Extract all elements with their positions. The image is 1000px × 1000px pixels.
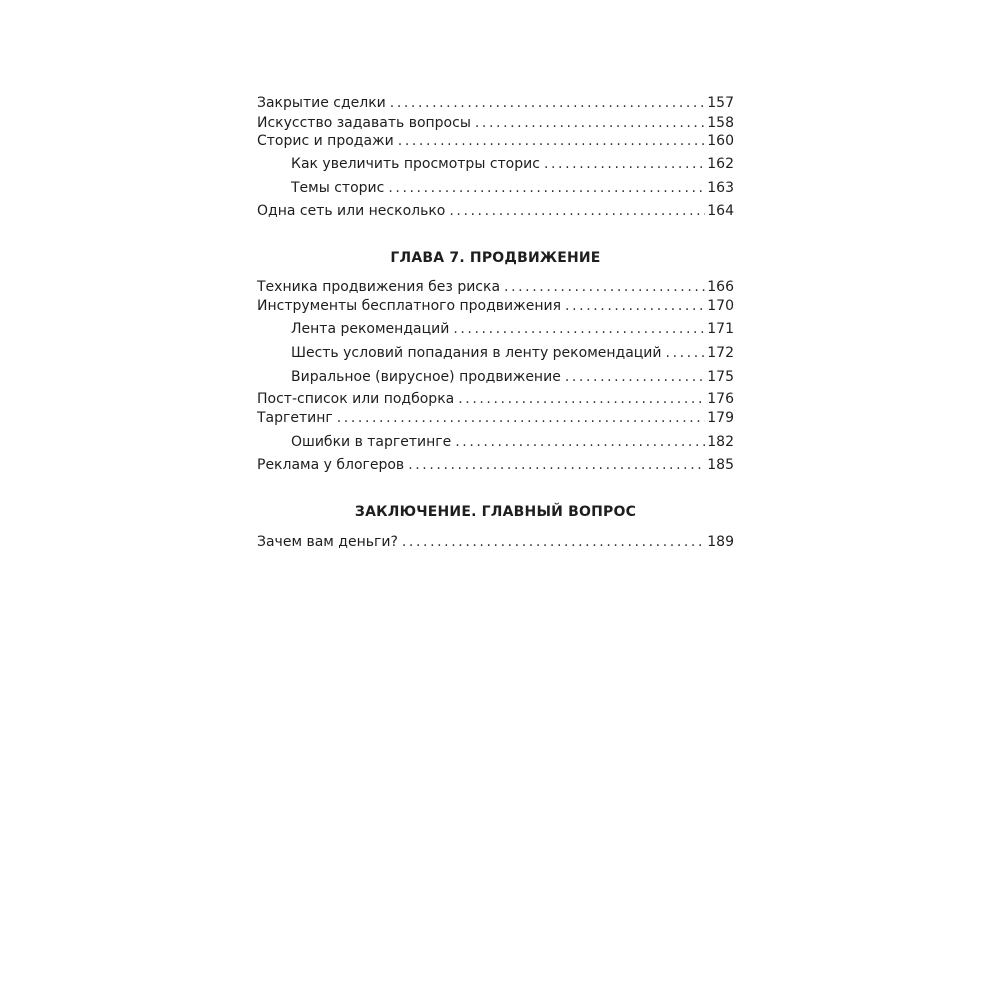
toc-subentry xyxy=(291,342,734,364)
dot-leader xyxy=(390,92,706,114)
toc-subentry xyxy=(291,366,734,388)
toc-entry-title: Ошибки в таргетинге xyxy=(291,434,452,450)
toc-entry xyxy=(257,531,734,553)
toc-subentry xyxy=(291,318,734,340)
dot-leader xyxy=(544,153,705,175)
dot-leader xyxy=(565,295,705,317)
dot-leader xyxy=(402,531,705,553)
toc-entry-page: 162 xyxy=(707,156,734,172)
dot-leader xyxy=(453,318,705,340)
toc-entry-page: 182 xyxy=(707,434,734,450)
toc-entry-title: Сторис и продажи xyxy=(257,133,394,149)
toc-entry xyxy=(257,130,734,152)
toc-entry-page: 189 xyxy=(707,534,734,550)
toc-entry xyxy=(257,407,734,429)
dot-leader xyxy=(398,130,706,152)
toc-entry-page: 166 xyxy=(707,279,734,295)
chapter-heading: ГЛАВА 7. ПРОДВИЖЕНИЕ xyxy=(390,250,601,266)
toc-entry-page: 176 xyxy=(707,391,734,407)
dot-leader xyxy=(666,342,706,364)
toc-entry-page: 160 xyxy=(707,133,734,149)
toc-entry-title: Реклама у блогеров xyxy=(257,457,405,473)
toc-entry-title: Инструменты бесплатного продвижения xyxy=(257,298,562,314)
dot-leader xyxy=(337,407,706,429)
toc-entry-page: 163 xyxy=(707,180,734,196)
toc-entry xyxy=(257,92,734,114)
toc-entry-title: Темы сторис xyxy=(291,180,385,196)
dot-leader xyxy=(455,431,705,453)
toc-entry-title: Техника продвижения без риска xyxy=(257,279,501,295)
toc-entry-page: 157 xyxy=(707,95,734,111)
toc-subentry xyxy=(291,431,734,453)
toc-entry xyxy=(257,454,734,476)
toc-entry-title: Виральное (вирусное) продвижение xyxy=(291,369,561,385)
toc-entry-page: 179 xyxy=(707,410,734,426)
toc-entry xyxy=(257,295,734,317)
toc-entry-title: Лента рекомендаций xyxy=(291,321,450,337)
dot-leader xyxy=(565,366,705,388)
toc-subentry xyxy=(291,153,734,175)
conclusion-heading: ЗАКЛЮЧЕНИЕ. ГЛАВНЫЙ ВОПРОС xyxy=(354,504,637,520)
toc-entry-title: Закрытие сделки xyxy=(257,95,386,111)
dot-leader xyxy=(388,177,705,199)
dot-leader xyxy=(449,200,705,222)
dot-leader xyxy=(408,454,705,476)
toc-entry-title: Зачем вам деньги? xyxy=(257,534,398,550)
toc-entry-page: 158 xyxy=(707,115,734,131)
toc-entry-title: Шесть условий попадания в ленту рекомендаций xyxy=(291,345,662,361)
toc-entry-title: Как увеличить просмотры сторис xyxy=(291,156,540,172)
toc-subentry xyxy=(291,177,734,199)
toc-entry-page: 170 xyxy=(707,298,734,314)
toc-entry-title: Таргетинг xyxy=(257,410,333,426)
toc-entry-page: 175 xyxy=(707,369,734,385)
toc-entry-page: 171 xyxy=(707,321,734,337)
toc-entry-title: Одна сеть или несколько xyxy=(257,203,446,219)
toc-entry xyxy=(257,200,734,222)
toc-entry-page: 185 xyxy=(707,457,734,473)
toc-entry-title: Искусство задавать вопросы xyxy=(257,115,471,131)
toc-entry-page: 172 xyxy=(707,345,734,361)
toc-entry-title: Пост-список или подборка xyxy=(257,391,455,407)
toc-entry-page: 164 xyxy=(707,203,734,219)
